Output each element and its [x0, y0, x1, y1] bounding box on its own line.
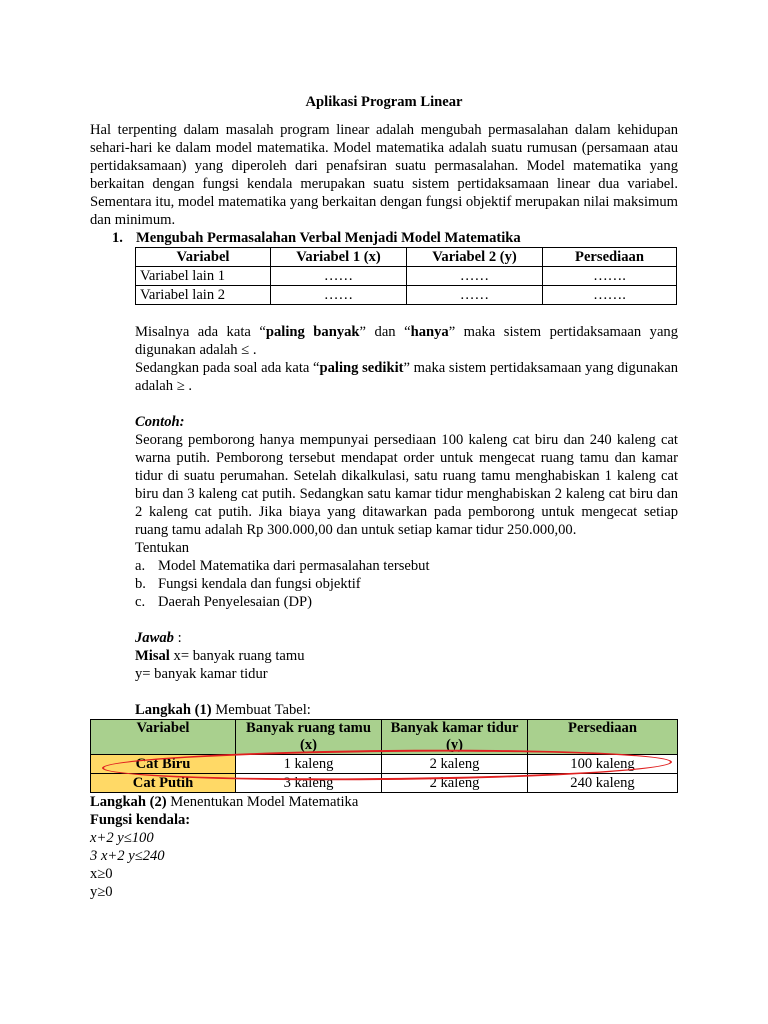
text-run: ” dan “ — [359, 324, 411, 340]
table-cell: Variabel lain 1 — [136, 267, 271, 286]
langkah-2-heading — [90, 793, 678, 811]
section-1-number: 1. — [112, 230, 123, 246]
contoh-paragraph: Seorang pemborong hanya mempunyai persediaan 100 kaleng cat biru dan 240 kaleng cat warna putih. Pemborong tersebut mendapat order untuk mengecat ruang tamu dan kamar tidur di suatu perumahan. Setelah dikalkulasi, satu ruang tamu menghabiskan 1 kaleng cat biru dan 3 kaleng cat putih. Sedangkan satu kamar tidur menghabiskan 2 kaleng cat biru dan 2 kaleng cat putih. Jika biaya yang ditawarkan pada pemborong untuk mengecat setiap ruang tamu adalah Rp 300.000,00 dan untuk setiap kamar tidur 250.000,00. — [135, 432, 678, 538]
table-cell: Cat Putih — [91, 774, 236, 793]
list-item-text: Daerah Penyelesaian (DP) — [158, 594, 312, 610]
table-cell: Variabel lain 2 — [136, 286, 271, 305]
list-item-label: a. — [135, 558, 146, 574]
table-row — [91, 774, 678, 793]
table-cell: 100 kaleng — [528, 755, 678, 774]
table-cell: 1 kaleng — [236, 755, 382, 774]
list-item-text: Fungsi kendala dan fungsi objektif — [158, 576, 361, 592]
list-item-label: c. — [135, 594, 146, 610]
document-page — [90, 93, 678, 901]
misal-y: y= banyak kamar tidur — [135, 666, 268, 682]
list-item — [135, 593, 678, 611]
section-1-body — [135, 247, 678, 719]
table-cell: 2 kaleng — [382, 774, 528, 793]
contoh-label — [135, 413, 678, 431]
text-run: Sedangkan pada soal ada kata “ — [135, 360, 320, 376]
paint-table — [90, 719, 678, 793]
text-run: ” maka sistem pertidaksamaan yang digunakan adalah ≤ . — [135, 324, 679, 358]
keyword-paragraph-2 — [135, 359, 678, 395]
misal-label: Misal — [135, 648, 170, 664]
intro-paragraph: Hal terpenting dalam masalah program linear adalah mengubah permasalahan dalam kehidupan sehari-hari ke dalam model matematika. Model matematika adalah suatu rumusan (persamaan atau pertidaksamaan) yang diperoleh dari penafsiran suatu permasalahan. Model matematika yang berkaitan dengan fungsi kendala merupakan suatu sistem pertidaksamaan linear dua variabel. Sementara itu, model matematika yang berkaitan dengan fungsi objektif merupakan nilai maksimum dan minimum. — [90, 122, 678, 228]
table-cell: …… — [271, 286, 407, 305]
table-cell: …… — [407, 286, 543, 305]
variable-table — [135, 247, 677, 305]
text-run: ” maka sistem pertidaksamaan yang digunakan adalah ≥ . — [135, 360, 678, 394]
constraint-line: x≥0 — [90, 866, 113, 882]
contoh-colon: : — [179, 414, 185, 430]
list-item — [135, 575, 678, 593]
table-header-cell: Banyak kamar tidur (y) — [382, 720, 528, 755]
langkah-1-heading — [135, 701, 678, 719]
table-header-cell: Banyak ruang tamu (x) — [236, 720, 382, 755]
list-item-text: Model Matematika dari permasalahan tersebut — [158, 558, 430, 574]
fungsi-kendala-label — [90, 811, 678, 829]
langkah-2-label: Langkah (2) — [90, 794, 167, 810]
table-cell: Cat Biru — [91, 755, 236, 774]
table-cell: 3 kaleng — [236, 774, 382, 793]
fungsi-kendala-label-text: Fungsi kendala: — [90, 812, 191, 828]
keyword-paragraph-1 — [135, 323, 678, 359]
keyword-paling-sedikit: paling sedikit — [319, 360, 404, 376]
page-title: Aplikasi Program Linear — [305, 94, 463, 110]
table-cell: …… — [407, 267, 543, 286]
misal-x-text: x= banyak ruang tamu — [169, 648, 305, 664]
langkah-1-text: Membuat Tabel: — [211, 702, 311, 718]
table-cell: ……. — [543, 267, 677, 286]
jawab-label-text: Jawab — [135, 630, 174, 646]
constraint-line: x+2 y≤100 — [90, 830, 154, 846]
table-header-cell: Variabel — [136, 248, 271, 267]
table-cell: ……. — [543, 286, 677, 305]
table-header-cell: Variabel — [91, 720, 236, 755]
keyword-paling-banyak: paling banyak — [265, 324, 360, 340]
jawab-label — [135, 629, 678, 647]
table-cell: …… — [271, 267, 407, 286]
table-cell: 2 kaleng — [382, 755, 528, 774]
table-header-cell: Variabel 1 (x) — [271, 248, 407, 267]
table-row — [136, 286, 677, 305]
constraint-line: 3 x+2 y≤240 — [90, 848, 165, 864]
text-run: Misalnya ada kata “ — [135, 324, 266, 340]
variable-table-header — [136, 248, 677, 267]
section-1-heading-text: Mengubah Permasalahan Verbal Menjadi Model Matematika — [136, 230, 521, 246]
langkah-1-label: Langkah (1) — [135, 702, 212, 718]
table-header-cell: Variabel 2 (y) — [407, 248, 543, 267]
paint-table-header — [91, 720, 678, 755]
langkah-2-text: Menentukan Model Matematika — [166, 794, 359, 810]
section-1-heading — [112, 229, 678, 247]
constraint-line: y≥0 — [90, 884, 113, 900]
table-cell: 240 kaleng — [528, 774, 678, 793]
list-item-label: b. — [135, 576, 146, 592]
table-row — [91, 755, 678, 774]
table-header-cell: Persediaan — [543, 248, 677, 267]
tentukan-text: Tentukan — [135, 540, 190, 556]
contoh-label-text: Contoh — [135, 414, 180, 430]
table-header-cell: Persediaan — [528, 720, 678, 755]
table-row — [136, 267, 677, 286]
list-item — [135, 557, 678, 575]
misal-x — [135, 647, 678, 665]
jawab-colon: : — [173, 630, 182, 646]
keyword-hanya: hanya — [410, 324, 449, 340]
